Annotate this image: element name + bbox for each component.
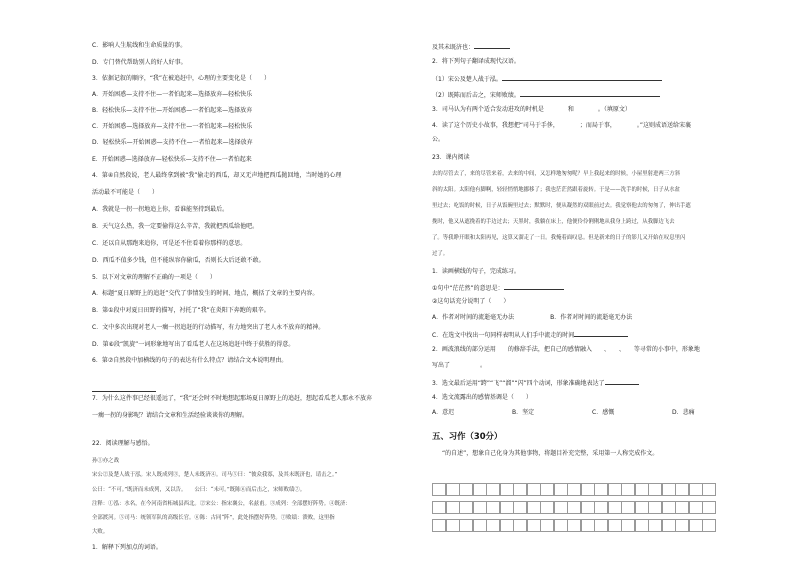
grid-cell[interactable] (513, 519, 527, 532)
grid-cell[interactable] (432, 483, 446, 496)
question-1-line: 1．解释下列加点的词语。 (92, 544, 162, 551)
option-a[interactable]: A．意迟 (432, 409, 455, 416)
grid-cell[interactable] (594, 501, 608, 514)
grid-cell[interactable] (459, 501, 473, 514)
text-span: 3．选文最后运用“跨”“飞”“溜”“闪”四个动词，形象准确地表达了 (432, 380, 605, 387)
text-line: 4．选文流露出的感情基调是（ ） (432, 394, 532, 401)
answer-blank[interactable] (474, 42, 510, 49)
text-line: D．第⑥段“凯旋”一词形象地写出了看瓜老人在这场追赶中终于获胜的得意。 (92, 341, 295, 348)
text-line (432, 42, 510, 52)
grid-cell[interactable] (662, 501, 676, 514)
grid-cell[interactable] (621, 483, 635, 496)
grid-row (432, 519, 734, 532)
passage-line: 宋公②及楚人战于泓。宋人既成列③，楚人未既济④。司马⑤曰：“彼众我寡，及其未既济也，请击之。” (92, 472, 338, 478)
grid-row (432, 501, 734, 514)
passage-line: 了。等我睁开眼和太阳再见，这算又溜走了一日。我掩着面叹息。但是新来的日子的影儿又开始在叹息里闪 (432, 235, 686, 241)
grid-cell[interactable] (500, 519, 514, 532)
text-line: 4．第④自然段说，老人最终拿到被“我”偷走的西瓜，却又无声地把西瓜抛回地，当时她的心理 (92, 172, 342, 179)
text-line: 2．画波浪线的部分运用 的修辞手法，把自己的感情融入 、 、 等寻常的小事中，形象地 (432, 346, 700, 353)
writing-grid[interactable] (432, 483, 734, 537)
passage-line: 斜的太阳。太阳他有脚啊，轻轻悄悄地挪移了；我也茫茫然跟着旋转。于是——洗手的时候，日子从水盆 (432, 187, 680, 193)
grid-cell[interactable] (446, 519, 460, 532)
grid-row (432, 483, 734, 496)
text-line: A．开始困惑—支持不住—一者怕起来—选择放弃—轻松快乐 (92, 91, 253, 98)
grid-cell[interactable] (635, 501, 649, 514)
grid-cell[interactable] (648, 501, 662, 514)
grid-cell[interactable] (581, 501, 595, 514)
text-line: A．我就是一拐一拐地追上你，看谁能坚持到最后。 (92, 206, 229, 213)
grid-cell[interactable] (702, 501, 716, 514)
text-line: A．标题“夏日原野上的追赶”交代了事情发生的时间、地点，概括了文章的主要内容。 (92, 290, 319, 297)
grid-cell[interactable] (675, 483, 689, 496)
answer-blank[interactable] (520, 90, 660, 97)
text-line: C．文中多次出现对老人一瘸一拐追赶的行动描写，有力地突出了老人永不放弃的精神。 (92, 324, 325, 331)
grid-cell[interactable] (581, 519, 595, 532)
grid-cell[interactable] (608, 501, 622, 514)
grid-cell[interactable] (648, 519, 662, 532)
section-22-heading: 22．阅读理解与感悟。 (92, 440, 154, 447)
text-line: 3．司马认为有两个适合发动进攻的时机是 和 。（填原文） (432, 106, 631, 113)
grid-cell[interactable] (459, 483, 473, 496)
text-line (432, 283, 564, 293)
grid-cell[interactable] (581, 483, 595, 496)
grid-cell[interactable] (540, 519, 554, 532)
text-line (432, 74, 662, 84)
text-line: ②这句话充分说明了（ ） (432, 298, 510, 305)
passage-line: 去的尽管去了，来的尽管来着，去来的中间，又怎样地匆匆呢？早上我起来的时候，小屋里射进两三方斜 (432, 171, 680, 177)
section-5-heading: 五、习作（30分） (432, 431, 503, 441)
text-line: C．开始困惑—选择放弃—支持不住—一者怕起来—轻松快乐 (92, 123, 253, 130)
grid-cell[interactable] (662, 519, 676, 532)
answer-line[interactable] (92, 385, 156, 392)
grid-cell[interactable] (594, 483, 608, 496)
answer-blank[interactable] (574, 330, 628, 337)
text-line (432, 330, 628, 340)
option-b[interactable]: B．坚定 (512, 409, 535, 416)
grid-cell[interactable] (513, 501, 527, 514)
text-span: （2）既陈而后击之，宋师败绩。 (432, 92, 520, 99)
grid-cell[interactable] (432, 501, 446, 514)
passage-line: 大败。 (92, 529, 109, 535)
grid-cell[interactable] (567, 519, 581, 532)
text-line: 写出了 。 (432, 362, 487, 369)
grid-cell[interactable] (500, 483, 514, 496)
text-span: ①句中“茫茫然”的意思是： (432, 285, 504, 292)
grid-cell[interactable] (473, 501, 487, 514)
passage-line: 注释：①泓：水名，在今河南省柘城县西北。②宋公：指宋襄公，名兹甫。③成列：全部摆好阵势。④既济： (92, 501, 351, 507)
answer-blank[interactable] (504, 283, 564, 290)
grid-cell[interactable] (527, 483, 541, 496)
grid-cell[interactable] (662, 483, 676, 496)
grid-cell[interactable] (446, 483, 460, 496)
passage-line: 挽时，他又从遮挽着的手边过去；天黑时，我躺在床上，他便伶伶俐俐地从我身上跨过，从我脚边飞去 (432, 219, 675, 225)
text-span: 及其未既济也： (432, 44, 475, 51)
option-d[interactable]: D．悲痛 (672, 409, 695, 416)
grid-cell[interactable] (689, 519, 703, 532)
text-line: C．还以自从那跑来追你，可是还不住看着你那样的意思。 (92, 240, 247, 247)
grid-cell[interactable] (567, 501, 581, 514)
option-c[interactable]: C．感慨 (592, 409, 615, 416)
passage-line: 全部渡河。⑤司马：统领军队的高级长官。⑥陈：古同“阵”，此处指摆好阵势。⑦败绩：溃败，这里指 (92, 515, 335, 521)
text-line: 2．将下列句子翻译成现代汉语。 (432, 58, 520, 65)
grid-cell[interactable] (473, 519, 487, 532)
grid-cell[interactable] (594, 519, 608, 532)
grid-cell[interactable] (446, 501, 460, 514)
grid-cell[interactable] (486, 501, 500, 514)
grid-cell[interactable] (621, 519, 635, 532)
text-line: D．西瓜不值多少钱，但不能纵容你偷瓜，否则长大后还敢不敢。 (92, 257, 265, 264)
grid-cell[interactable] (567, 483, 581, 496)
text-line: 6．第⑦自然段中加横线的句子的表达有什么特点？请结合文本说明理由。 (92, 357, 288, 364)
writing-prompt (442, 448, 658, 458)
text-line: 活动最不可能是（ ） (92, 189, 159, 196)
text-span: C．在选文中找出一句同样表明从人们手中流走的时间 (432, 332, 575, 339)
text-line: E．开始困惑—选择放弃—轻松快乐—支持不住—一者怕起来 (92, 156, 252, 163)
text-line: D．专门替代帮助别人的好人好事。 (92, 59, 187, 66)
grid-cell[interactable] (608, 519, 622, 532)
text-line: 3．依据记叙的顺序，“我”在被追赶中，心理的主要变化是（ ） (92, 75, 271, 82)
question-7-line-1: 7．为什么这件事已经很遥远了，“我”还会时不时地想起那场夏日原野上的追赶，想起看瓜老人那永不放弃 (92, 395, 373, 402)
text-line: B．第①段中对夏日田野的描写，衬托了“我”在炎阳下奔跑的艰辛。 (92, 307, 270, 314)
text-line: D．轻松快乐—开始困惑—支持不住—一者怕起来—选择放弃 (92, 139, 253, 146)
text-line: B．轻松快乐—支持不住—开始困惑—一者怕起来—选择放弃 (92, 107, 253, 114)
passage-title: 孙①亦之战 (92, 458, 119, 464)
text-line: 5．以下对文章的理解不正确的一项是（ ） (92, 274, 216, 281)
grid-cell[interactable] (702, 483, 716, 496)
grid-cell[interactable] (554, 519, 568, 532)
grid-cell[interactable] (675, 501, 689, 514)
grid-cell[interactable] (527, 501, 541, 514)
passage-line: 公曰：“不可。”既济而未成列，又以告。 公曰：“未可。”既陈⑥而后击之，宋师败绩⑦。 (92, 487, 306, 493)
grid-cell[interactable] (486, 519, 500, 532)
grid-cell[interactable] (675, 519, 689, 532)
text-span: （1）宋公及楚人战于泓。 (432, 76, 502, 83)
grid-cell[interactable] (459, 519, 473, 532)
grid-cell[interactable] (608, 483, 622, 496)
grid-cell[interactable] (540, 483, 554, 496)
answer-blank[interactable] (502, 74, 662, 81)
grid-cell[interactable] (500, 501, 514, 514)
grid-cell[interactable] (635, 519, 649, 532)
text-line (432, 378, 639, 388)
grid-cell[interactable] (513, 483, 527, 496)
text-line: C．影响人生航线和生命质量的事。 (92, 42, 187, 49)
grid-cell[interactable] (527, 519, 541, 532)
grid-cell[interactable] (621, 501, 635, 514)
question-7-line-2: 一瘸一拐的身影呢？请结合文章和生活经验谈谈你的理解。 (92, 412, 249, 419)
text-line: B．天气这么热，我一定要偷得这么辛苦，我就把西瓜给他吧。 (92, 223, 259, 230)
grid-cell[interactable] (432, 519, 446, 532)
text-line: A．作者对时间的流逝毫无办法 B．作者对时间的流逝毫无办法 (432, 314, 633, 321)
grid-cell[interactable] (486, 483, 500, 496)
text-line: 1．读画横线的句子，完成练习。 (432, 268, 520, 275)
grid-cell[interactable] (689, 483, 703, 496)
grid-cell[interactable] (473, 483, 487, 496)
grid-cell[interactable] (554, 501, 568, 514)
prompt-text: “的自述”，想象自己化身为其他事物，将题目补充完整，采用第一人称完成作文。 (442, 450, 659, 457)
text-line: 公。 (432, 136, 445, 143)
grid-cell[interactable] (554, 483, 568, 496)
passage-line: 过了。 (432, 251, 449, 257)
grid-cell[interactable] (689, 501, 703, 514)
grid-cell[interactable] (702, 519, 716, 532)
passage-line: 里过去；吃饭的时候，日子从饭碗里过去；默默时，便从凝然的双眼前过去。我觉察他去的匆匆了，伸出手遮 (432, 203, 691, 209)
text-line (432, 90, 660, 100)
text-line: 4．读了这个历史小故事，我想把“司马于手侈， ；而局于事， 。”这则成语送给宋襄 (432, 122, 692, 129)
grid-cell[interactable] (635, 483, 649, 496)
answer-blank[interactable] (605, 378, 639, 385)
grid-cell[interactable] (540, 501, 554, 514)
section-23-heading: 23．课内阅读 (432, 154, 470, 161)
grid-cell[interactable] (648, 483, 662, 496)
